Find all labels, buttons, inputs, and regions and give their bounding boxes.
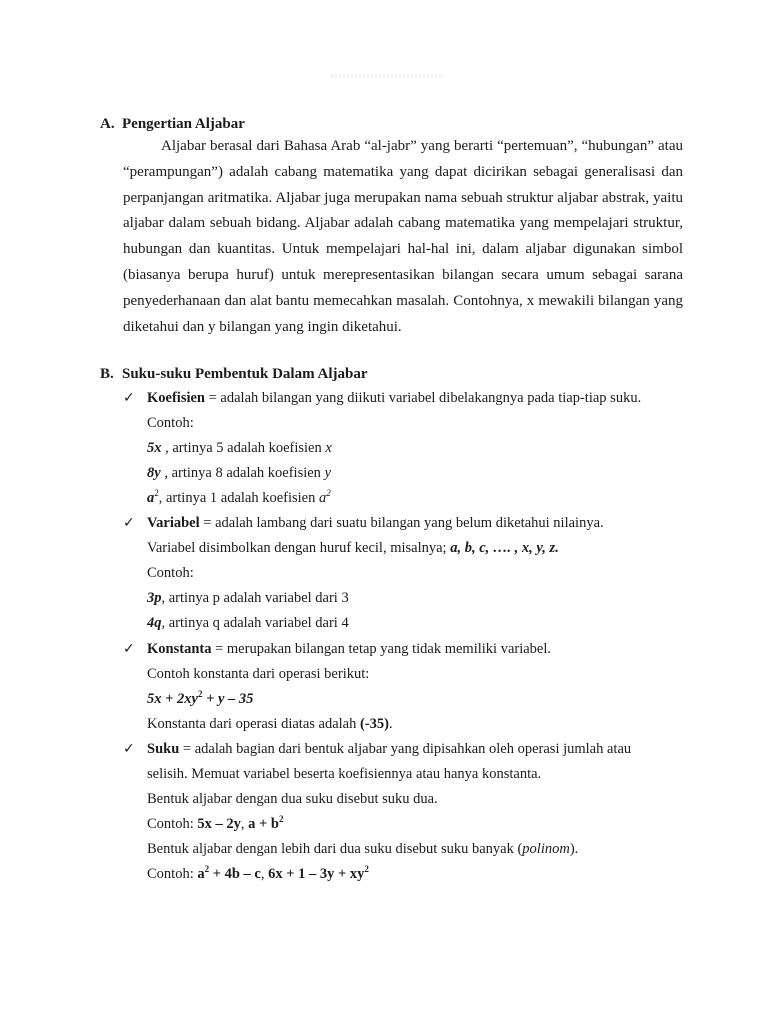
koefisien-ex1-var: x <box>325 440 332 456</box>
koefisien-ex3-var-exp: 2 <box>326 488 331 499</box>
suku-item <box>123 737 683 887</box>
koefisien-ex2-term: 8y <box>147 465 161 481</box>
konstanta-definition: = merupakan bilangan tetap yang tidak memiliki variabel. <box>211 641 552 657</box>
konstanta-expr-exp: 2 <box>197 689 203 700</box>
suku-ex1-a: 5x – 2y <box>197 816 241 832</box>
suku-ex2-c-exp: 2 <box>364 864 369 875</box>
suku-line3: Bentuk aljabar dengan dua suku disebut suku dua. <box>147 791 438 807</box>
konstanta-expr-b: + y – 35 <box>202 691 254 707</box>
section-a-title: Pengertian Aljabar <box>122 116 245 132</box>
suku-ex2-c: 6x + 1 – 3y + xy <box>268 866 365 882</box>
section-b-letter: B. <box>100 366 114 382</box>
suku-line5-a: Bentuk aljabar dengan lebih dari dua suku disebut suku banyak ( <box>147 841 523 857</box>
koefisien-ex2-var: y <box>324 465 331 481</box>
check-mark-icon: ✓ <box>123 641 135 657</box>
suku-example-2 <box>147 862 683 887</box>
konstanta-result-text: Konstanta dari operasi diatas adalah <box>147 716 360 732</box>
suku-ex2-b: + 4b – c <box>209 866 261 882</box>
koefisien-ex2-text: , artinya 8 adalah koefisien <box>160 465 325 481</box>
koefisien-definition: = adalah bilangan yang diikuti variabel dibelakangnya pada tiap-tiap suku. <box>205 390 642 406</box>
variabel-ex1-term: 3p <box>147 590 162 606</box>
koefisien-example-1 <box>147 436 683 461</box>
suku-term: Suku <box>147 741 180 757</box>
konstanta-expression <box>147 687 683 712</box>
check-mark-icon: ✓ <box>123 741 135 757</box>
suku-line5-b: ). <box>569 841 579 857</box>
variabel-line2: Variabel disimbolkan dengan huruf kecil, misalnya; <box>147 540 451 556</box>
suku-ex2-sep: , <box>260 866 269 882</box>
konstanta-contoh: Contoh konstanta dari operasi berikut: <box>147 666 370 682</box>
suku-definition: = adalah bagian dari bentuk aljabar yang dipisahkan oleh operasi jumlah atau <box>179 741 632 757</box>
koefisien-ex3-var: a <box>319 490 327 506</box>
section-a-letter: A. <box>100 116 115 132</box>
konstanta-result-value: (-35) <box>360 716 389 732</box>
konstanta-expr-a: 5x + 2xy <box>147 691 198 707</box>
section-a-paragraph: Aljabar berasal dari Bahasa Arab “al-jabr” yang berarti “pertemuan”, “hubungan” atau “perampungan”) adalah cabang matematika yang dapat dicirikan sebagai generalisasi dan perpanjangan aritmatika. Aljabar juga merupakan nama sebuah struktur aljabar abstrak, yaitu aljabar dalam sebuah bidang. Aljabar adalah cabang matematika yang mempelajari struktur, hubungan dan kuantitas. Untuk mempelajari hal-hal ini, dalam aljabar digunakan simbol (biasanya berupa huruf) untuk merepresentasikan bilangan secara umum sebagai sarana penyederhanaan dan alat bantu memecahkan masalah. Contohnya, x mewakili bilangan yang diketahui dan y bilangan yang ingin diketahui. <box>123 138 683 335</box>
suku-example-1 <box>147 812 683 837</box>
check-mark-icon: ✓ <box>123 515 135 531</box>
section-a-heading <box>100 114 245 134</box>
variabel-ex2-term: 4q <box>147 615 162 631</box>
suku-line5 <box>147 837 683 862</box>
suku-ex2-label: Contoh: <box>147 866 198 882</box>
variabel-item <box>123 511 683 636</box>
variabel-ex1-text: , artinya p adalah variabel dari 3 <box>161 590 349 606</box>
suku-ex1-label: Contoh: <box>147 816 198 832</box>
koefisien-item <box>123 386 683 511</box>
variabel-contoh: Contoh: <box>147 565 194 581</box>
suku-line5-italic: polinom <box>522 841 570 857</box>
koefisien-contoh: Contoh: <box>147 415 194 431</box>
konstanta-result <box>147 712 683 737</box>
suku-ex2-a-exp: 2 <box>204 864 210 875</box>
variabel-definition: = adalah lambang dari suatu bilangan yang belum diketahui nilainya. <box>199 515 604 531</box>
konstanta-item <box>123 637 683 737</box>
koefisien-ex1-term: 5x <box>147 440 162 456</box>
variabel-ex2-text: , artinya q adalah variabel dari 4 <box>161 615 349 631</box>
koefisien-ex3-text: , artinya 1 adalah koefisien <box>158 490 319 506</box>
suku-ex1-b-exp: 2 <box>278 814 284 825</box>
section-b-heading <box>100 364 367 384</box>
koefisien-example-2 <box>147 461 683 486</box>
suku-ex1-sep: , <box>240 816 249 832</box>
konstanta-result-end: . <box>389 716 393 732</box>
variabel-example-2 <box>147 611 683 636</box>
suku-ex1-b: a + b <box>248 816 279 832</box>
konstanta-term: Konstanta <box>147 641 212 657</box>
section-a-paragraph-block <box>123 134 683 340</box>
suku-ex2-a: a <box>197 866 205 882</box>
suku-line2: selisih. Memuat variabel beserta koefisiennya atau hanya konstanta. <box>147 766 542 782</box>
koefisien-term: Koefisien <box>147 390 205 406</box>
koefisien-example-3 <box>147 486 683 511</box>
variabel-example-1 <box>147 586 683 611</box>
faint-header-text: xxxxxxxxxxxxxxxxxxxxxxxxxxxx <box>330 72 442 80</box>
koefisien-ex3-base: a <box>147 490 155 506</box>
section-b-title: Suku-suku Pembentuk Dalam Aljabar <box>122 366 368 382</box>
variabel-line2-vars: a, b, c, …. , x, y, z. <box>450 540 559 556</box>
check-mark-icon: ✓ <box>123 390 135 406</box>
variabel-term: Variabel <box>147 515 200 531</box>
koefisien-ex1-text: , artinya 5 adalah koefisien <box>161 440 326 456</box>
koefisien-ex3-exp: 2 <box>154 488 159 499</box>
